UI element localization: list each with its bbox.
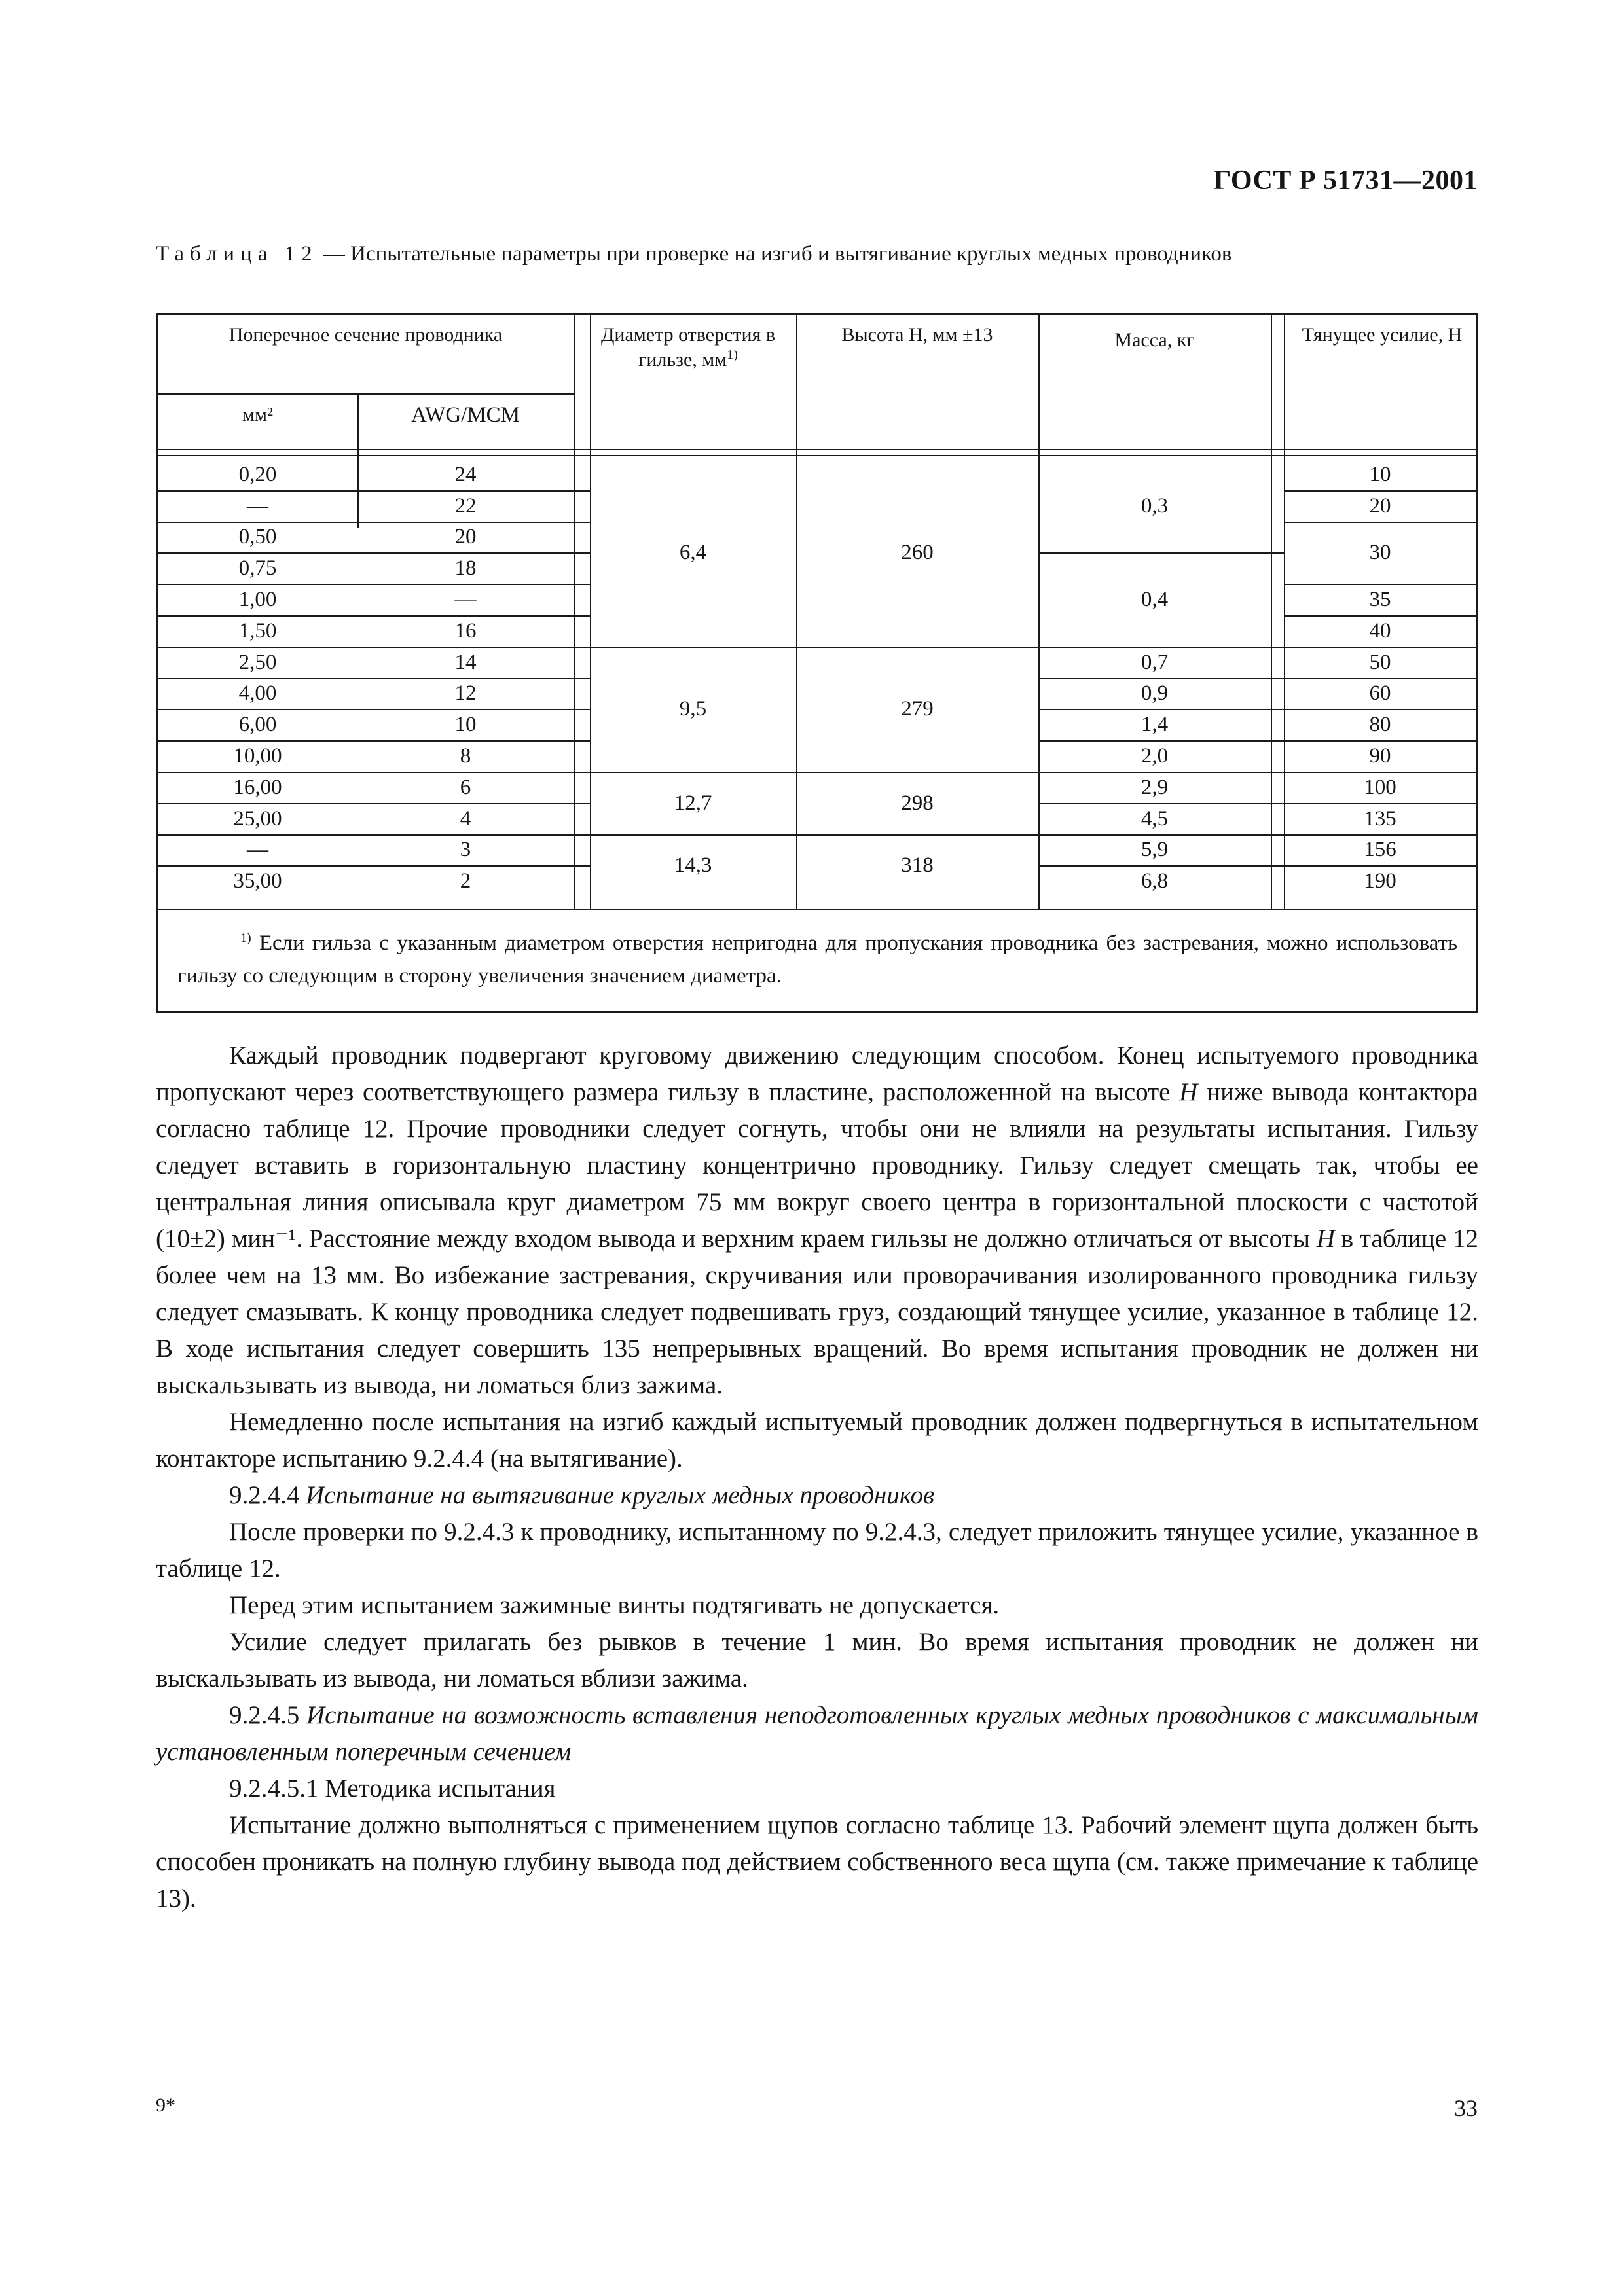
col-divider-awg [574, 315, 575, 909]
header-awg: AWG/MCM [410, 403, 520, 427]
col-divider-diameter [590, 315, 591, 909]
awg-cell: 3 [460, 838, 471, 862]
row-line-mass [1038, 834, 1284, 836]
footer-signature-mark: 9* [156, 2094, 175, 2116]
table-caption-text: — Испытательные параметры при проверке на изгиб и вытягивание круглых медных проводников [318, 242, 1232, 266]
body-text [156, 1037, 1478, 1917]
mm2-cell: 0,50 [238, 525, 277, 549]
paragraph-6: Испытание должно выполняться с применением щупов согласно таблице 13. Рабочий элемент щупа должен быть способен проникать на полную глубину вывода под действием собственного веса щупа (см. также примечание к таблице 13). [156, 1811, 1478, 1912]
row-line-left [158, 615, 590, 617]
row-line-pull [1284, 740, 1476, 742]
row-line-mass [1038, 678, 1284, 679]
mm2-cell: — [247, 838, 268, 862]
header-bottom-line-2 [158, 455, 1476, 456]
col-divider-mass-right [1271, 315, 1272, 909]
mass-cell: 1,4 [1140, 713, 1169, 737]
mm2-cell: 6,00 [238, 713, 277, 737]
awg-cell: 8 [460, 744, 471, 768]
mm2-cell: 4,00 [238, 681, 277, 706]
mm2-cell: 0,20 [238, 462, 277, 486]
header-mass: Масса, кг [1114, 329, 1195, 351]
header-height: Высота H, мм ±13 [841, 324, 993, 346]
paragraph-2: Немедленно после испытания на изгиб каждый испытуемый проводник должен подвергнуться в испытательном контакторе испытанию 9.2.4.4 (на вытягивание). [156, 1408, 1478, 1473]
row-line-mass [1038, 552, 1284, 554]
section-title: Испытание на вытягивание круглых медных проводников [306, 1481, 935, 1509]
row-line-mass [1038, 803, 1284, 804]
row-line-pull [1284, 647, 1476, 648]
mm2-cell: 1,00 [238, 588, 277, 612]
row-line-left [158, 740, 590, 742]
table-caption [156, 240, 1478, 268]
mm2-cell: 1,50 [238, 619, 277, 643]
italic-h-symbol: H [1179, 1078, 1198, 1106]
awg-cell: 2 [460, 869, 471, 893]
footnote-text: Если гильза с указанным диаметром отверстия непригодна для пропускания проводника без застревания, можно использовать гильзу со следующим в сторону увеличения значением диаметра. [177, 931, 1457, 988]
paragraph-3: После проверки по 9.2.4.3 к проводнику, испытанному по 9.2.4.3, следует приложить тянущее усилие, указанное в таблице 12. [156, 1518, 1478, 1583]
row-line-pull [1284, 522, 1476, 523]
row-line-left [158, 490, 590, 492]
pull-cell: 10 [1369, 462, 1391, 486]
row-line-pull [1284, 490, 1476, 492]
paragraph-4: Перед этим испытанием зажимные винты подтягивать не допускается. [229, 1591, 1000, 1619]
awg-cell: 10 [454, 713, 477, 737]
mm2-cell: 16,00 [233, 775, 282, 799]
col-divider-mm2 [357, 393, 359, 528]
diameter-cell: 9,5 [679, 697, 707, 721]
pull-cell: 40 [1369, 619, 1391, 643]
pull-cell: 60 [1369, 681, 1391, 706]
pull-cell: 30 [1369, 541, 1391, 565]
row-line-left [158, 678, 590, 679]
awg-cell: 12 [454, 681, 477, 706]
row-line-left [158, 865, 590, 867]
height-cell: 298 [901, 791, 934, 815]
table-footnote-divider [158, 909, 1476, 910]
row-line-pull [1284, 584, 1476, 585]
diameter-cell: 12,7 [674, 791, 712, 815]
row-line-mass [1038, 709, 1284, 710]
row-line-pull [1284, 865, 1476, 867]
row-line-left [158, 522, 590, 523]
pull-cell: 50 [1369, 650, 1391, 674]
mm2-cell: 0,75 [238, 556, 277, 581]
row-line-left [158, 834, 590, 836]
header-divider-cross-section [158, 393, 574, 395]
mass-cell: 0,4 [1140, 588, 1169, 612]
mass-cell: 4,5 [1140, 806, 1169, 831]
row-line-left [158, 709, 590, 710]
row-line-left [158, 772, 590, 773]
pull-cell: 156 [1364, 838, 1396, 862]
diameter-cell: 14,3 [674, 853, 712, 878]
pull-cell: 190 [1364, 869, 1396, 893]
pull-cell: 90 [1369, 744, 1391, 768]
header-bottom-line-1 [158, 449, 1476, 450]
group-line-diameter [590, 834, 1038, 836]
row-line-left [158, 803, 590, 804]
row-line-pull [1284, 834, 1476, 836]
row-line-pull [1284, 772, 1476, 773]
pull-cell: 20 [1369, 493, 1391, 518]
mass-cell: 0,3 [1140, 493, 1169, 518]
paragraph-1: Каждый проводник подвергают круговому движению следующим способом. Конец испытуемого проводника пропускают через соответствующего размера гильзу в пластине, расположенной на высоте H ниже вывода контактора согласно таблице 12. Прочие проводники следует согнуть, чтобы они не влияли на результаты испытания. Гильзу следует вставить в горизонтальную пластину концентрично проводнику. Гильзу следует смещать так, чтобы ее центральная линия описывала круг диаметром 75 мм вокруг своего центра в горизонтальной плоскости с частотой (10±2) мин⁻¹. Расстояние между входом вывода и верхним краем гильзы не должно отличаться от высоты H в таблице 12 более чем на 13 мм. Во избежание застревания, скручивания или проворачивания изолированного проводника гильзу следует смазывать. К концу проводника следует подвешивать груз, создающий тянущее усилие, указанное в таблице 12. В ходе испытания следует совершить 135 непрерывных вращений. Во время испытания проводник не должен ни выскальзывать из вывода, ни ломаться близ зажима. [156, 1041, 1479, 1399]
header-pull: Тянущее усилие, Н [1302, 324, 1463, 346]
awg-cell: — [454, 588, 477, 612]
group-line-diameter [590, 772, 1038, 773]
mm2-cell: 25,00 [233, 806, 282, 831]
height-cell: 318 [901, 853, 934, 878]
data-table [156, 313, 1478, 1013]
section-9-2-4-5 [156, 1697, 1478, 1770]
awg-cell: 18 [454, 556, 477, 581]
section-9-2-4-5-1: 9.2.4.5.1 Методика испытания [229, 1774, 556, 1803]
row-line-left [158, 552, 590, 554]
awg-cell: 6 [460, 775, 471, 799]
mass-cell: 6,8 [1140, 869, 1169, 893]
height-cell: 279 [901, 697, 934, 721]
section-9-2-4-4 [156, 1477, 1478, 1514]
awg-cell: 14 [454, 650, 477, 674]
pull-cell: 35 [1369, 588, 1391, 612]
row-line-left [158, 647, 590, 648]
pull-cell: 80 [1369, 713, 1391, 737]
mass-cell: 5,9 [1140, 838, 1169, 862]
document-id: ГОСТ Р 51731—2001 [1213, 166, 1478, 196]
page-number: 33 [1454, 2095, 1478, 2121]
awg-cell: 24 [454, 462, 477, 486]
section-title: Испытание на возможность вставления неподготовленных круглых медных проводников с максимальным установленным поперечным сечением [156, 1701, 1479, 1766]
col-divider-pull [1284, 315, 1285, 909]
header-diameter [590, 323, 786, 372]
mass-cell: 0,7 [1140, 650, 1169, 674]
col-divider-height [796, 315, 797, 909]
table-caption-label: Таблица 12 [156, 242, 318, 266]
section-number: 9.2.4.4 [229, 1481, 300, 1509]
mm2-cell: 35,00 [233, 869, 282, 893]
header-mm2: мм² [242, 404, 273, 425]
header-cross-section: Поперечное сечение проводника [228, 324, 503, 346]
row-line-pull [1284, 615, 1476, 617]
mm2-cell: — [247, 493, 268, 518]
section-number: 9.2.4.5 [229, 1701, 300, 1729]
awg-cell: 4 [460, 806, 471, 831]
row-line-mass [1038, 647, 1284, 648]
paragraph-5: Усилие следует прилагать без рывков в течение 1 мин. Во время испытания проводник не должен ни выскальзывать из вывода, ни ломаться вблизи зажима. [156, 1628, 1478, 1693]
awg-cell: 22 [454, 493, 477, 518]
italic-h-symbol: H [1316, 1225, 1335, 1253]
col-divider-mass [1038, 315, 1040, 909]
footnote-mark: 1) [240, 931, 251, 945]
height-cell: 260 [901, 541, 934, 565]
group-line-diameter [590, 647, 1038, 648]
awg-cell: 16 [454, 619, 477, 643]
pull-cell: 135 [1364, 806, 1396, 831]
row-line-left [158, 584, 590, 585]
diameter-cell: 6,4 [679, 541, 707, 565]
mass-cell: 2,9 [1140, 775, 1169, 799]
mm2-cell: 2,50 [238, 650, 277, 674]
row-line-mass [1038, 740, 1284, 742]
row-line-pull [1284, 678, 1476, 679]
row-line-pull [1284, 709, 1476, 710]
header-diameter-text: Диаметр отверстия в гильзе, мм [600, 324, 776, 370]
awg-cell: 20 [454, 525, 477, 549]
mass-cell: 0,9 [1140, 681, 1169, 706]
row-line-mass [1038, 772, 1284, 773]
pull-cell: 100 [1364, 775, 1396, 799]
table-footnote [177, 927, 1457, 992]
row-line-pull [1284, 803, 1476, 804]
mass-cell: 2,0 [1140, 744, 1169, 768]
mm2-cell: 10,00 [233, 744, 282, 768]
header-diameter-note: 1) [727, 348, 738, 362]
row-line-mass [1038, 865, 1284, 867]
